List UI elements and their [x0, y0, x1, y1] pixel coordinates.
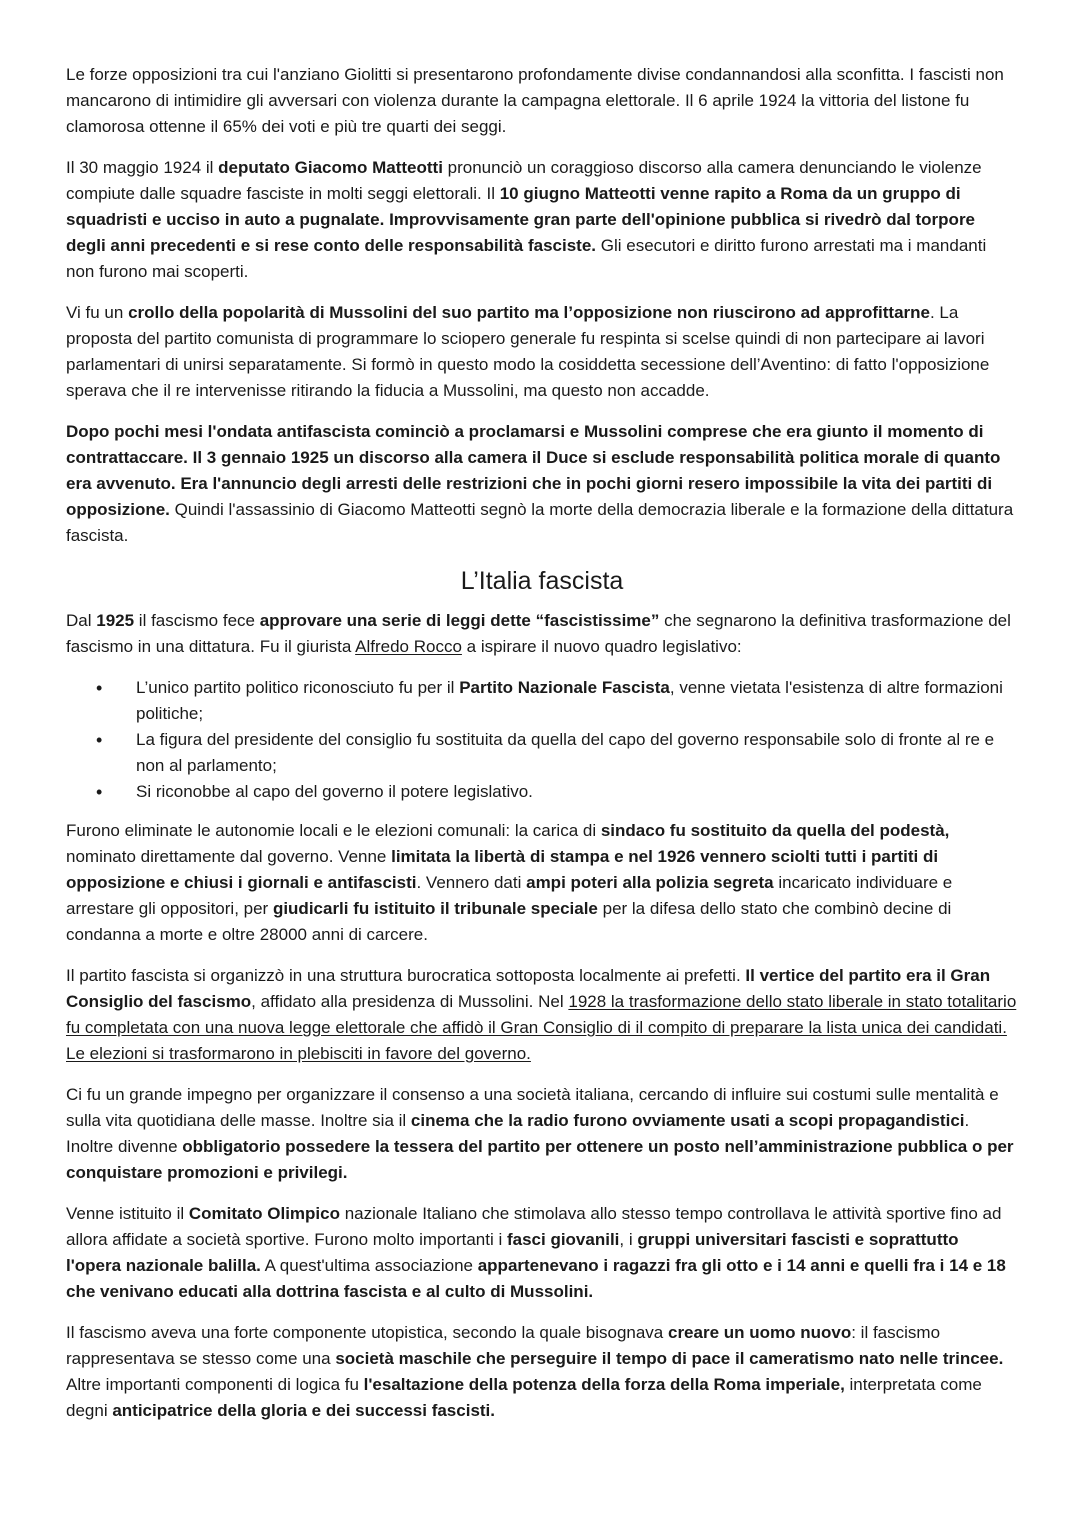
bullet-list-laws	[66, 675, 1018, 805]
paragraph-gran-consiglio: Il partito fascista si organizzò in una struttura burocratica sottoposta localmente ai prefetti. Il vertice del partito era il Gran Consiglio del fascismo, affidato alla presidenza di Mussolini. Nel 1928 la trasformazione dello stato liberale in stato totalitario fu completata con una nuova legge elettorale che affidò il Gran Consiglio di il compito di preparare la lista unica dei candidati. Le elezioni si trasformarono in plebisciti in favore del governo.	[66, 966, 1017, 1063]
paragraph-propaganda: Ci fu un grande impegno per organizzare il consenso a una società italiana, cercando di influire sui costumi sulle mentalità e sulla vita quotidiana delle masse. Inoltre sia il cinema che la radio furono ovviamente usati a scopi propagandistici. Inoltre divenne obbligatorio possedere la tessera del partito per ottenere un posto nell’amministrazione pubblica o per conquistare promozioni e privilegi.	[66, 1085, 1014, 1182]
section-heading: L’Italia fascista	[460, 567, 624, 595]
list-item: • Si riconobbe al capo del governo il potere legislativo.	[66, 779, 1018, 805]
paragraph-new-man: Il fascismo aveva una forte componente utopistica, secondo la quale bisognava creare un uomo nuovo: il fascismo rappresentava se stesso come una società maschile che perseguire il tempo di pace il cameratismo nato nelle trincee. Altre importanti componenti di logica fu l'esaltazione della potenza della forza della Roma imperiale, interpretata come degni anticipatrice della gloria e dei successi fascisti.	[66, 1323, 1004, 1420]
paragraph-local-autonomies: Furono eliminate le autonomie locali e le elezioni comunali: la carica di sindaco fu sostituito da quella del podestà, nominato direttamente dal governo. Venne limitata la libertà di stampa e nel 1926 vennero sciolti tutti i partiti di opposizione e chiusi i giornali e antifascisti. Vennero dati ampi poteri alla polizia segreta incaricato individuare e arrestare gli oppositori, per giudicarli fu istituito il tribunale speciale per la difesa dello stato che combinò decine di condanna a morte e oltre 28000 anni di carcere.	[66, 821, 953, 944]
list-item: • La figura del presidente del consiglio fu sostituita da quella del capo del governo responsabile solo di fronte al re e non al parlamento;	[66, 727, 1018, 779]
paragraph-january-1925-speech: Dopo pochi mesi l'ondata antifascista cominciò a proclamarsi e Mussolini comprese che era giunto il momento di contrattaccare. Il 3 gennaio 1925 un discorso alla camera il Duce si esclude responsabilità politica morale di quanto era avvenuto. Era l'annuncio degli arresti delle restrizioni che in pochi giorni resero impossibile la vita dei partiti di opposizione. Quindi l'assassinio di Giacomo Matteotti segnò la morte della democrazia liberale e la formazione della dittatura fascista.	[66, 422, 1014, 545]
paragraph-elections-1924: Le forze opposizioni tra cui l'anziano Giolitti si presentarono profondamente divise condannandosi alla sconfitta. I fascisti non mancarono di intimidire gli avversari con violenza durante la campagna elettorale. Il 6 aprile 1924 la vittoria del listone fu clamorosa ottenne il 65% dei voti e più tre quarti dei seggi.	[66, 65, 1004, 136]
paragraph-matteotti-speech: Il 30 maggio 1924 il deputato Giacomo Matteotti pronunciò un coraggioso discorso alla camera denunciando le violenze compiute dalle squadre fasciste in molti seggi elettorali. Il 10 giugno Matteotti venne rapito a Roma da un gruppo di squadristi e ucciso in auto a pugnalate. Improvvisamente gran parte dell'opinione pubblica si rivedrò dal torpore degli anni precedenti e si rese conto delle responsabilità fasciste. Gli esecutori e diritto furono arrestati ma i mandanti non furono mai scoperti.	[66, 158, 987, 281]
list-item: • L’unico partito politico riconosciuto fu per il Partito Nazionale Fascista, venne vietata l'esistenza di altre formazioni politiche;	[66, 675, 1018, 727]
paragraph-fascistissime-laws: Dal 1925 il fascismo fece approvare una serie di leggi dette “fascistissime” che segnarono la definitiva trasformazione del fascismo in una dittatura. Fu il giurista Alfredo Rocco a ispirare il nuovo quadro legislativo:	[66, 611, 1011, 656]
paragraph-aventine-secession: Vi fu un crollo della popolarità di Mussolini del suo partito ma l’opposizione non riuscirono ad approfittarne. La proposta del partito comunista di programmare lo sciopero generale fu respinta si scelse quindi di non partecipare ai lavori parlamentari di unirsi separatamente. Si formò in questo modo la cosiddetta secessione dell’Aventino: di fatto l'opposizione sperava che il re intervenisse ritirando la fiducia a Mussolini, ma questo non accadde.	[66, 303, 990, 400]
paragraph-youth-organizations: Venne istituito il Comitato Olimpico nazionale Italiano che stimolava allo stesso tempo controllava le attività sportive fino ad allora affidate a società sportive. Furono molto importanti i fasci giovanili, i gruppi universitari fascisti e soprattutto l'opera nazionale balilla. A quest'ultima associazione appartenevano i ragazzi fra gli otto e i 14 anni e quelli fra i 14 e 18 che venivano educati alla dottrina fascista e al culto di Mussolini.	[66, 1204, 1006, 1301]
